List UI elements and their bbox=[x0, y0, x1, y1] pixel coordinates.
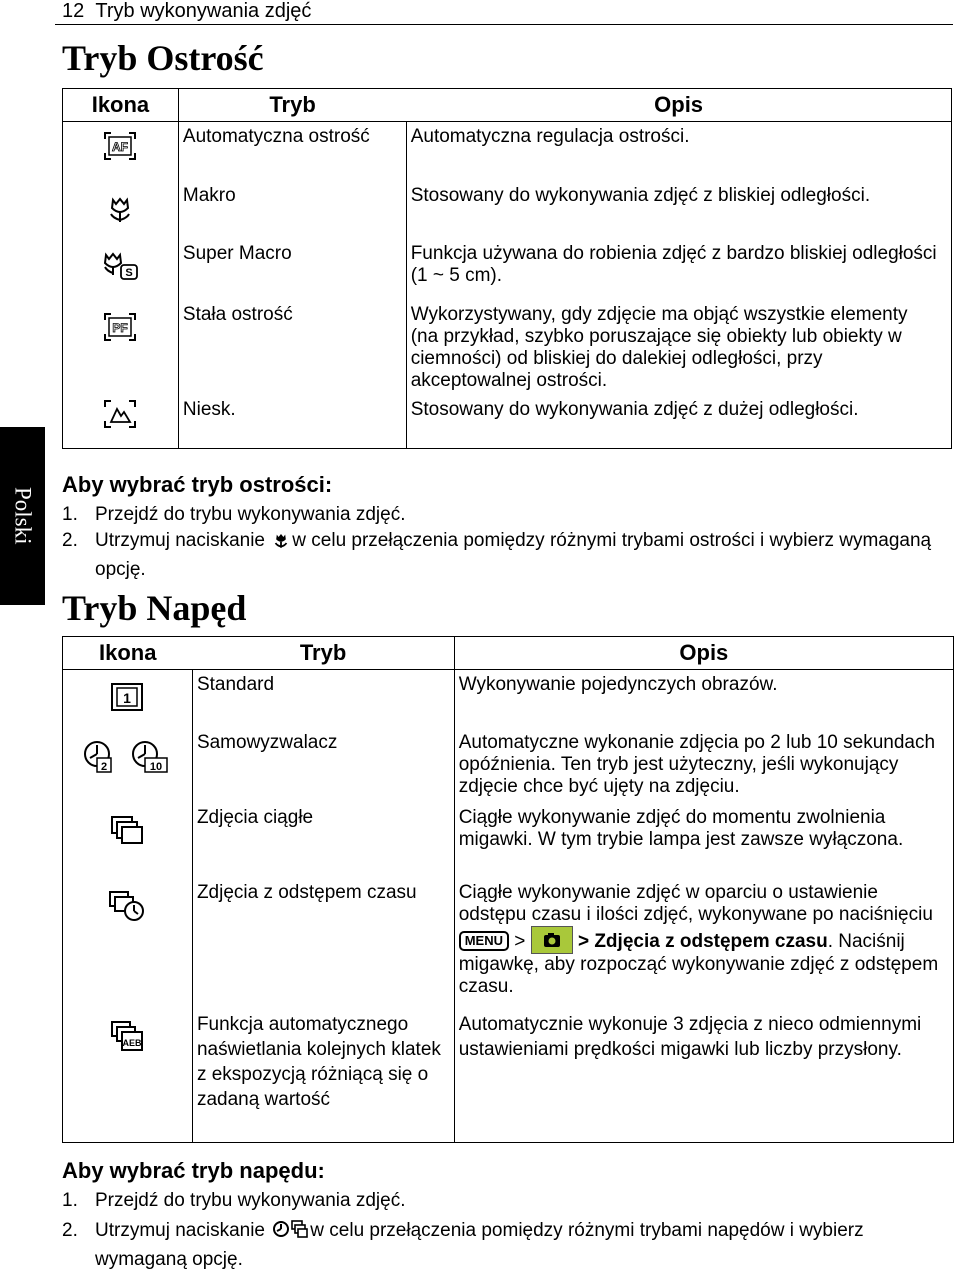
icon-cell bbox=[63, 880, 193, 1010]
list-item bbox=[62, 1218, 942, 1273]
icon-cell bbox=[63, 395, 179, 449]
desc-cell: Ciągłe wykonywanie zdjęć do momentu zwolnienia migawki. W tym trybie lampa jest zawsze wyłączona. bbox=[454, 805, 953, 880]
table-row bbox=[63, 805, 954, 880]
icon-cell bbox=[63, 182, 179, 241]
icon-cell bbox=[63, 670, 193, 730]
step-text bbox=[95, 1218, 942, 1273]
interval-icon bbox=[108, 890, 146, 922]
column-header-icon: Ikona bbox=[63, 89, 179, 122]
desc-cell bbox=[454, 880, 953, 1010]
mode-cell: Zdjęcia ciągłe bbox=[192, 805, 454, 880]
menu-path: Zdjęcia z odstępem czasu bbox=[594, 930, 828, 952]
mode-cell: Funkcja automatycznego naświetlania kolejnych klatek z ekspozycją różniącą się o zadaną wartość bbox=[192, 1010, 454, 1143]
desc-cell: Automatyczna regulacja ostrości. bbox=[406, 122, 951, 182]
menu-button-icon: MENU bbox=[459, 931, 509, 951]
drive-steps-list bbox=[62, 1188, 942, 1273]
drive-steps-title: Aby wybrać tryb napędu: bbox=[62, 1158, 325, 1183]
icon-cell bbox=[63, 122, 179, 182]
svg-text:S: S bbox=[125, 266, 134, 279]
step-number: 2. bbox=[62, 530, 78, 551]
continuous-icon bbox=[110, 815, 144, 845]
mode-cell: Stała ostrość bbox=[178, 302, 406, 395]
table-row bbox=[63, 122, 952, 182]
table-header-row bbox=[63, 89, 952, 122]
svg-text:2: 2 bbox=[101, 760, 108, 773]
header-divider bbox=[55, 24, 953, 25]
desc-cell: Automatyczne wykonanie zdjęcia po 2 lub 10 sekundach opóźnienia. Ten tryb jest użyteczny, jeśli wykonujący zdjęcie chce być ujęty na zdjęciu. bbox=[454, 730, 953, 805]
list-item bbox=[62, 1188, 942, 1214]
icon-cell bbox=[63, 1010, 193, 1143]
column-header-desc: Opis bbox=[454, 637, 953, 670]
table-row bbox=[63, 395, 952, 449]
step-text-post: w celu przełączenia pomiędzy różnymi trybami napędów i wybierz wymaganą opcję. bbox=[95, 1220, 864, 1270]
drive-mode-table bbox=[62, 636, 954, 1143]
table-row bbox=[63, 241, 952, 302]
step-text: Przejdź do trybu wykonywania zdjęć. bbox=[95, 1190, 406, 1211]
desc-text-post: . Naciśnij migawkę, aby rozpocząć wykonywanie zdjęć z odstępem czasu. bbox=[458, 930, 939, 997]
focus-steps-title: Aby wybrać tryb ostrości: bbox=[62, 472, 333, 497]
focus-mode-table bbox=[62, 88, 952, 449]
language-label: Polski bbox=[10, 487, 36, 545]
desc-cell: Automatycznie wykonuje 3 zdjęcia z nieco odmiennymi ustawieniami prędkości migawki lub liczby przysłony. bbox=[454, 1010, 953, 1143]
language-side-tab bbox=[0, 427, 45, 605]
infinity-icon bbox=[103, 399, 137, 429]
table-row bbox=[63, 302, 952, 395]
step-text-post: w celu przełączenia pomiędzy różnymi trybami ostrości i wybierz wymaganą opcję. bbox=[95, 530, 932, 580]
table-row bbox=[63, 730, 954, 805]
mode-cell: Samowyzwalacz bbox=[192, 730, 454, 805]
step-text-pre: Utrzymuj naciskanie bbox=[95, 1220, 265, 1241]
desc-cell: Wykorzystywany, gdy zdjęcie ma objąć wszystkie elementy (na przykład, szybko poruszające się obiekty lub obiekty w ciemności) od bliskiej do dalekiej odległości, przy akceptowalnej ostrości. bbox=[406, 302, 951, 395]
list-item bbox=[62, 528, 942, 583]
mode-cell: Super Macro bbox=[178, 241, 406, 302]
mode-cell: Makro bbox=[178, 182, 406, 241]
af-icon bbox=[103, 131, 137, 161]
mode-cell: Zdjęcia z odstępem czasu bbox=[192, 880, 454, 1010]
icon-cell bbox=[63, 805, 193, 880]
svg-text:1: 1 bbox=[123, 690, 132, 706]
desc-text: Ciągłe wykonywanie zdjęć w oparciu o ustawienie odstępu czasu i ilości zdjęć, wykonywane po naciśnięciu bbox=[458, 881, 933, 925]
table-row bbox=[63, 670, 954, 730]
focus-section-title: Tryb Ostrość bbox=[62, 38, 264, 78]
column-header-mode: Tryb bbox=[178, 89, 406, 122]
svg-text:AF: AF bbox=[112, 140, 129, 154]
page-number: 12 bbox=[62, 0, 85, 22]
pf-icon bbox=[103, 312, 137, 342]
bracketing-icon bbox=[110, 1020, 144, 1052]
focus-steps-list bbox=[62, 502, 942, 583]
desc-cell: Funkcja używana do robienia zdjęć z bardzo bliskiej odległości (1 ~ 5 cm). bbox=[406, 241, 951, 302]
icon-cell bbox=[63, 302, 179, 395]
desc-cell: Stosowany do wykonywania zdjęć z dużej odległości. bbox=[406, 395, 951, 449]
table-row bbox=[63, 1010, 954, 1143]
column-header-mode: Tryb bbox=[192, 637, 454, 670]
desc-cell: Wykonywanie pojedynczych obrazów. bbox=[454, 670, 953, 730]
step-number: 2. bbox=[62, 1220, 78, 1241]
step-number: 1. bbox=[62, 504, 78, 525]
self-timer-icon bbox=[81, 738, 173, 774]
separator: > bbox=[514, 930, 526, 952]
column-header-icon: Ikona bbox=[63, 637, 193, 670]
single-shot-icon bbox=[110, 682, 144, 712]
step-text bbox=[95, 528, 942, 583]
step-text-pre: Utrzymuj naciskanie bbox=[95, 530, 265, 551]
table-row bbox=[63, 182, 952, 241]
desc-cell: Stosowany do wykonywania zdjęć z bliskiej odległości. bbox=[406, 182, 951, 241]
svg-text:AEB: AEB bbox=[122, 1037, 142, 1048]
mode-cell: Automatyczna ostrość bbox=[178, 122, 406, 182]
mode-cell: Standard bbox=[192, 670, 454, 730]
svg-text:PF: PF bbox=[112, 320, 129, 335]
step-text: Przejdź do trybu wykonywania zdjęć. bbox=[95, 504, 406, 525]
column-header-desc: Opis bbox=[406, 89, 951, 122]
drive-button-icon bbox=[272, 1219, 308, 1247]
icon-cell bbox=[63, 241, 179, 302]
page-header-title: Tryb wykonywania zdjęć bbox=[95, 0, 312, 22]
page-header bbox=[62, 0, 311, 22]
svg-text:10: 10 bbox=[150, 760, 163, 773]
step-number: 1. bbox=[62, 1190, 78, 1211]
icon-cell bbox=[63, 730, 193, 805]
table-header-row bbox=[63, 637, 954, 670]
camera-tab-icon bbox=[531, 926, 573, 954]
macro-button-icon bbox=[272, 531, 290, 557]
list-item bbox=[62, 502, 942, 528]
super-macro-icon bbox=[101, 249, 139, 281]
drive-section-title: Tryb Napęd bbox=[62, 588, 247, 628]
macro-icon bbox=[105, 194, 135, 224]
mode-cell: Niesk. bbox=[178, 395, 406, 449]
table-row bbox=[63, 880, 954, 1010]
separator: > bbox=[577, 930, 590, 952]
